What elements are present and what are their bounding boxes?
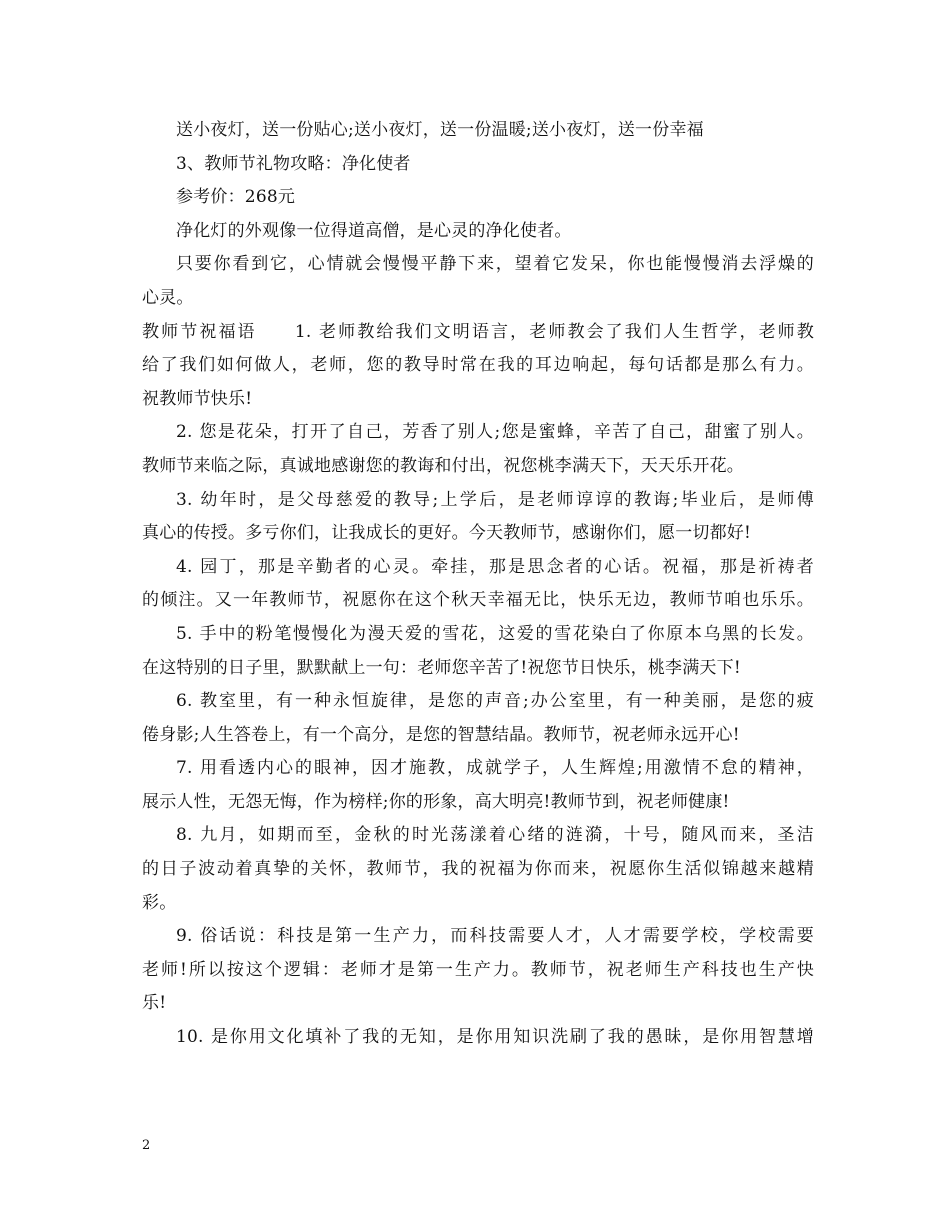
text-line: 彩。 bbox=[142, 892, 177, 913]
text-line: 真心的传授。多亏你们，让我成长的更好。今天教师节，感谢你们，愿一切都好! bbox=[142, 523, 752, 544]
text-line: 展示人性，无怨无悔，作为榜样;你的形象，高大明亮!教师节到，祝老师健康! bbox=[142, 791, 730, 812]
text-line: 心灵。 bbox=[142, 287, 194, 308]
text-line: 在这特别的日子里，默默献上一句：老师您辛苦了!祝您节日快乐，桃李满天下! bbox=[142, 657, 741, 678]
text-line: 5. 手中的粉笔慢慢化为漫天爱的雪花，这爱的雪花染白了你原本乌黑的长发。 bbox=[176, 623, 814, 644]
text-line: 3、教师节礼物攻略：净化使者 bbox=[176, 153, 411, 174]
text-line: 7. 用看透内心的眼神，因才施教，成就学子，人生辉煌;用激情不怠的精神， bbox=[176, 758, 814, 779]
text-line: 教师节来临之际，真诚地感谢您的教诲和付出，祝您桃李满天下，天天乐开花。 bbox=[142, 455, 744, 476]
text-line: 4. 园丁，那是辛勤者的心灵。牵挂，那是思念者的心话。祝福，那是祈祷者 bbox=[176, 556, 814, 577]
text-line: 8. 九月，如期而至，金秋的时光荡漾着心绪的涟漪，十号，随风而来，圣洁 bbox=[176, 825, 814, 846]
document-body bbox=[142, 114, 814, 1055]
text-line: 6. 教室里，有一种永恒旋律，是您的声音;办公室里，有一种美丽，是您的疲 bbox=[176, 691, 814, 712]
page-number: 2 bbox=[142, 1138, 151, 1153]
text-line: 只要你看到它，心情就会慢慢平静下来，望着它发呆，你也能慢慢消去浮燥的 bbox=[176, 254, 814, 275]
text-line: 教师节祝福语 1. 老师教给我们文明语言，老师教会了我们人生哲学，老师教 bbox=[142, 321, 814, 342]
text-line: 老师!所以按这个逻辑：老师才是第一生产力。教师节，祝老师生产科技也生产快 bbox=[142, 959, 814, 980]
text-line: 9. 俗话说：科技是第一生产力，而科技需要人才，人才需要学校，学校需要 bbox=[176, 926, 814, 947]
text-line: 的日子波动着真挚的关怀，教师节，我的祝福为你而来，祝愿你生活似锦越来越精 bbox=[142, 859, 814, 880]
text-line: 参考价：268元 bbox=[176, 187, 296, 208]
text-line: 的倾注。又一年教师节，祝愿你在这个秋天幸福无比，快乐无边，教师节咱也乐乐。 bbox=[142, 590, 814, 611]
text-line: 乐! bbox=[142, 993, 167, 1014]
text-line: 3. 幼年时，是父母慈爱的教导;上学后，是老师谆谆的教诲;毕业后，是师傅 bbox=[176, 489, 814, 510]
text-line: 净化灯的外观像一位得道高僧，是心灵的净化使者。 bbox=[176, 220, 572, 241]
text-line: 送小夜灯，送一份贴心;送小夜灯，送一份温暖;送小夜灯，送一份幸福 bbox=[176, 120, 704, 140]
text-line: 给了我们如何做人，老师，您的教导时常在我的耳边响起，每句话都是那么有力。 bbox=[142, 355, 814, 376]
text-line: 倦身影;人生答卷上，有一个高分，是您的智慧结晶。教师节，祝老师永远开心! bbox=[142, 724, 740, 745]
text-line: 2. 您是花朵，打开了自己，芳香了别人;您是蜜蜂，辛苦了自己，甜蜜了别人。 bbox=[176, 422, 814, 443]
text-line: 祝教师节快乐! bbox=[142, 388, 253, 409]
text-line: 10. 是你用文化填补了我的无知，是你用知识洗刷了我的愚昧，是你用智慧增 bbox=[176, 1027, 814, 1048]
